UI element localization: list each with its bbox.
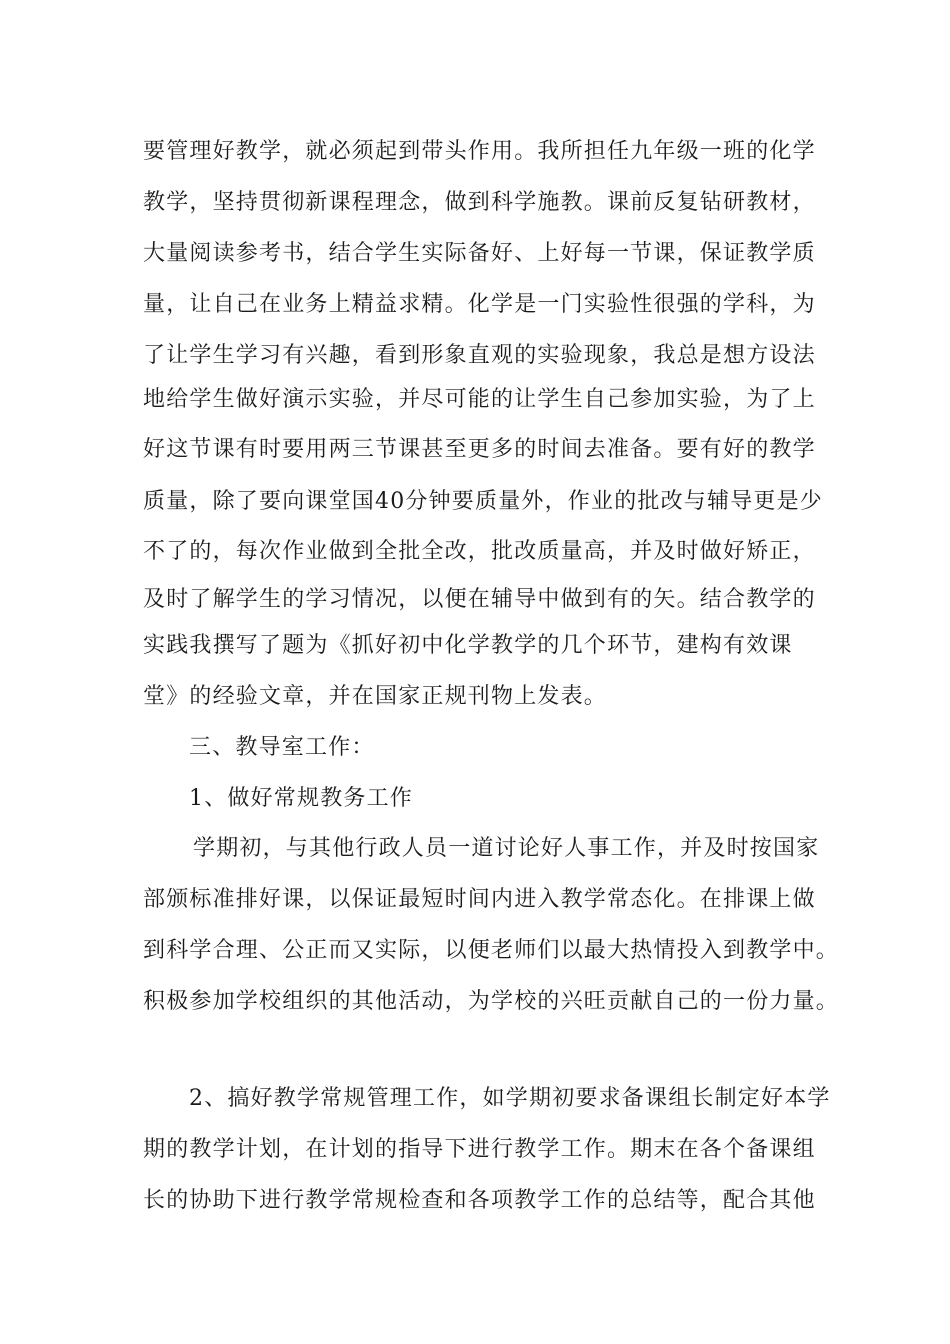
paragraph-line: 积极参加学校组织的其他活动，为学校的兴旺贡献自己的一份力量。 — [143, 989, 840, 1014]
paragraph-line: 质量，除了要向课堂国40分钟要质量外，作业的批改与辅导更是少 — [143, 489, 823, 514]
paragraph-line: 要管理好教学，就必须起到带头作用。我所担任九年级一班的化学 — [143, 139, 816, 164]
paragraph-line: 2、搞好教学常规管理工作，如学期初要求备课组长制定好本学 — [189, 1086, 831, 1111]
paragraph-line: 学期初，与其他行政人员一道讨论好人事工作，并及时按国家 — [193, 836, 820, 861]
paragraph-line: 好这节课有时要用两三节课甚至更多的时间去准备。要有好的教学 — [143, 437, 816, 462]
paragraph-line: 实践我撰写了题为《抓好初中化学教学的几个环节，建构有效课 — [143, 633, 793, 658]
paragraph-line: 长的协助下进行教学常规检查和各项教学工作的总结等，配合其他 — [143, 1188, 816, 1213]
paragraph-line: 不了的，每次作业做到全批全改，批改质量高，并及时做好矫正， — [143, 539, 816, 564]
paragraph-line: 教学，坚持贯彻新课程理念，做到科学施教。课前反复钻研教材， — [143, 190, 816, 215]
paragraph-line: 部颁标准排好课，以保证最短时间内进入教学常态化。在排课上做 — [143, 887, 816, 912]
paragraph-line: 及时了解学生的学习情况，以便在辅导中做到有的矢。结合教学的 — [143, 587, 816, 612]
paragraph-line: 到科学合理、公正而又实际，以便老师们以最大热情投入到教学中。 — [143, 938, 840, 963]
paragraph-line: 地给学生做好演示实验，并尽可能的让学生自己参加实验，为了上 — [143, 387, 816, 412]
paragraph-line: 大量阅读参考书，结合学生实际备好、上好每一节课，保证教学质 — [143, 241, 816, 266]
paragraph-line: 堂》的经验文章，并在国家正规刊物上发表。 — [143, 684, 608, 709]
paragraph-line: 期的教学计划，在计划的指导下进行教学工作。期末在各个备课组 — [143, 1137, 816, 1162]
paragraph-line: 量，让自己在业务上精益求精。化学是一门实验性很强的学科，为 — [143, 292, 816, 317]
subheading: 1、做好常规教务工作 — [189, 786, 413, 811]
paragraph-line: 了让学生学习有兴趣，看到形象直观的实验现象，我总是想方设法 — [143, 343, 816, 368]
section-heading: 三、教导室工作： — [189, 735, 375, 760]
